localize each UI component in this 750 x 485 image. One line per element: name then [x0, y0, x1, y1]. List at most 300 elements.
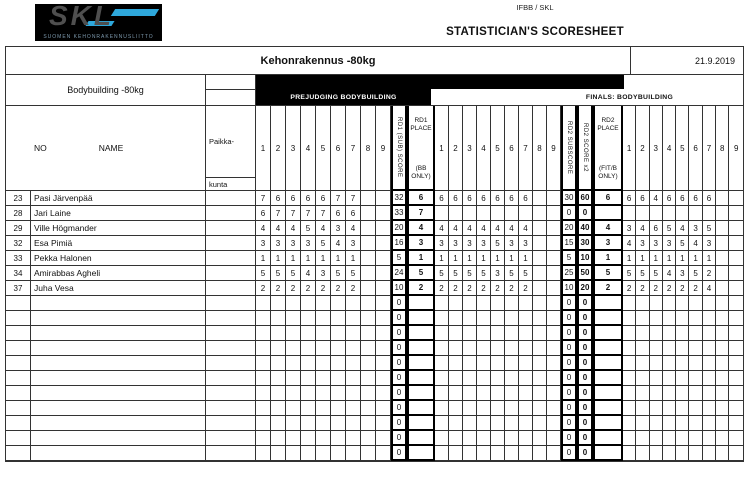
column-header-row [6, 106, 743, 191]
rd2-subscore-cell: 10 [561, 281, 577, 296]
rd2-place-cell [593, 371, 623, 386]
finals-score-cell [716, 221, 729, 236]
prejudging-score-cell [286, 371, 301, 386]
finals-judging-score-cell [463, 326, 477, 341]
prejudging-score-cell [361, 281, 376, 296]
prejudging-score-cell [331, 371, 346, 386]
rd1-place-header-line2: (BB ONLY) [411, 165, 431, 181]
kunta-cell [206, 356, 256, 371]
judge-number-header: 7 [519, 106, 533, 191]
finals-score-cell [703, 431, 716, 446]
rd2-score-x2-cell: 0 [577, 341, 593, 356]
finals-score-cell [676, 446, 689, 461]
finals-score-cell: 3 [650, 236, 663, 251]
finals-score-cell: 4 [623, 236, 636, 251]
finals-score-cell [729, 251, 743, 266]
finals-score-cell [703, 401, 716, 416]
finals-judging-score-cell: 1 [463, 251, 477, 266]
finals-judging-score-cell [435, 446, 449, 461]
finals-score-cell [716, 326, 729, 341]
finals-judging-score-cell [449, 401, 463, 416]
prejudging-score-cell [376, 386, 391, 401]
rd1-subscore-cell: 20 [391, 221, 407, 236]
rd1-place-cell [407, 431, 435, 446]
name-cell [31, 326, 206, 341]
prejudging-score-cell [271, 311, 286, 326]
finals-score-cell [703, 446, 716, 461]
table-row [6, 221, 743, 236]
table-row [6, 416, 743, 431]
prejudging-score-cell: 4 [331, 236, 346, 251]
finals-score-cell [689, 296, 702, 311]
paikka-header: Paikka- [206, 106, 255, 178]
finals-judging-score-cell [505, 341, 519, 356]
finals-score-cell [689, 311, 702, 326]
no-cell: 32 [6, 236, 31, 251]
finals-score-cell [729, 191, 743, 206]
prejudging-score-cell [361, 371, 376, 386]
kunta-cell [206, 251, 256, 266]
finals-score-cell [663, 296, 676, 311]
rd2-subscore-cell: 0 [561, 326, 577, 341]
finals-score-cell [676, 206, 689, 221]
finals-score-cell [623, 446, 636, 461]
finals-score-cell [636, 326, 649, 341]
rd2-subscore-cell: 0 [561, 446, 577, 461]
name-cell [31, 341, 206, 356]
finals-score-cell [703, 311, 716, 326]
finals-score-cell: 5 [663, 221, 676, 236]
paikka-stub-top [206, 75, 255, 90]
rd1-place-cell: 5 [407, 266, 435, 281]
no-cell: 34 [6, 266, 31, 281]
finals-score-cell [729, 311, 743, 326]
finals-judging-score-cell [547, 311, 561, 326]
finals-judging-score-cell: 5 [449, 266, 463, 281]
finals-score-cell: 6 [650, 221, 663, 236]
finals-judging-score-cell [435, 311, 449, 326]
finals-score-cell: 6 [623, 191, 636, 206]
finals-judging-score-cell: 5 [435, 266, 449, 281]
rd2-score-x2-cell: 0 [577, 371, 593, 386]
finals-judging-score-cell: 3 [519, 236, 533, 251]
judge-number-header: 3 [286, 106, 301, 191]
category-label: Bodybuilding -80kg [6, 75, 206, 105]
finals-score-cell [623, 371, 636, 386]
finals-score-cell [676, 431, 689, 446]
finals-judging-score-cell [547, 281, 561, 296]
prejudging-score-cell: 4 [271, 221, 286, 236]
prejudging-score-cell [301, 356, 316, 371]
prejudging-score-cell [316, 341, 331, 356]
finals-score-cell [689, 386, 702, 401]
judge-number-header: 9 [729, 106, 743, 191]
prejudging-score-cell: 1 [301, 251, 316, 266]
prejudging-score-cell: 3 [316, 266, 331, 281]
finals-judging-score-cell [477, 326, 491, 341]
finals-score-cell: 2 [703, 266, 716, 281]
rd2-score-x2-cell: 0 [577, 386, 593, 401]
finals-judging-score-cell [519, 206, 533, 221]
rd2-place-cell [593, 401, 623, 416]
finals-judging-score-cell [491, 431, 505, 446]
finals-score-cell [729, 401, 743, 416]
finals-judging-score-cell: 1 [491, 251, 505, 266]
finals-judging-score-cell [519, 341, 533, 356]
finals-judging-score-cell [533, 341, 547, 356]
kunta-cell [206, 416, 256, 431]
kunta-cell [206, 221, 256, 236]
name-cell: Pasi Järvenpää [31, 191, 206, 206]
finals-score-cell [663, 371, 676, 386]
finals-score-cell [650, 371, 663, 386]
no-cell [6, 416, 31, 431]
finals-judging-score-cell: 4 [491, 221, 505, 236]
finals-score-cell [716, 341, 729, 356]
finals-judging-score-cell [547, 221, 561, 236]
prejudging-score-cell [286, 401, 301, 416]
finals-judging-score-cell [477, 401, 491, 416]
logo-caption: SUOMEN KEHONRAKENNUSLIITTO [43, 34, 154, 40]
finals-score-cell [716, 206, 729, 221]
table-row [6, 446, 743, 461]
prejudging-score-cell [316, 311, 331, 326]
finals-judging-score-cell [505, 386, 519, 401]
prejudging-score-cell [346, 446, 361, 461]
rd2-place-cell [593, 431, 623, 446]
table-row [6, 431, 743, 446]
finals-judging-score-cell [547, 371, 561, 386]
name-cell: Ville Högmander [31, 221, 206, 236]
finals-score-cell: 1 [623, 251, 636, 266]
rd2-score-x2-cell: 0 [577, 401, 593, 416]
name-cell: Esa Pimiä [31, 236, 206, 251]
finals-score-cell [689, 446, 702, 461]
table-row [6, 386, 743, 401]
prejudging-score-cell [286, 386, 301, 401]
finals-judging-score-cell [449, 341, 463, 356]
name-cell [31, 371, 206, 386]
banner-strip-top [256, 75, 743, 89]
finals-score-cell: 2 [663, 281, 676, 296]
org-line: IFBB / SKL [516, 3, 554, 12]
prejudging-score-cell [361, 401, 376, 416]
finals-judging-score-cell [505, 326, 519, 341]
finals-judging-score-cell [519, 311, 533, 326]
rd1-place-cell [407, 446, 435, 461]
prejudging-banner: PREJUDGING BODYBUILDING [256, 89, 431, 105]
rd2-score-x2-cell: 40 [577, 221, 593, 236]
finals-judging-score-cell [533, 386, 547, 401]
finals-judging-score-cell [477, 371, 491, 386]
prejudging-score-cell: 7 [271, 206, 286, 221]
finals-score-cell [650, 401, 663, 416]
finals-judging-score-cell [477, 356, 491, 371]
prejudging-score-cell: 3 [256, 236, 271, 251]
finals-score-cell [716, 371, 729, 386]
event-title: Kehonrakennus -80kg [6, 47, 631, 74]
finals-score-cell [650, 386, 663, 401]
prejudging-score-cell [361, 386, 376, 401]
name-cell [31, 446, 206, 461]
prejudging-score-cell [331, 356, 346, 371]
prejudging-score-cell [271, 356, 286, 371]
finals-score-cell: 2 [636, 281, 649, 296]
prejudging-score-cell: 7 [256, 191, 271, 206]
judge-number-header: 5 [491, 106, 505, 191]
prejudging-score-cell: 5 [286, 266, 301, 281]
table-row [6, 341, 743, 356]
rd2-subscore-cell: 0 [561, 341, 577, 356]
prejudging-score-cell [301, 371, 316, 386]
judge-number-header: 6 [331, 106, 346, 191]
judge-number-header: 2 [271, 106, 286, 191]
finals-score-cell [716, 446, 729, 461]
rd1-place-cell [407, 416, 435, 431]
finals-judging-score-cell [449, 416, 463, 431]
kunta-cell [206, 446, 256, 461]
category-band [6, 75, 743, 106]
finals-score-cell [729, 446, 743, 461]
prejudging-score-cell [256, 401, 271, 416]
finals-judging-score-cell [505, 416, 519, 431]
prejudging-score-cell [331, 386, 346, 401]
finals-score-cell [676, 326, 689, 341]
prejudging-score-cell [331, 401, 346, 416]
finals-judging-score-cell [449, 206, 463, 221]
prejudging-score-cell: 2 [301, 281, 316, 296]
no-cell [6, 356, 31, 371]
finals-judging-score-cell: 5 [519, 266, 533, 281]
rd2-subscore-cell: 0 [561, 431, 577, 446]
finals-judging-score-cell [547, 206, 561, 221]
finals-judging-score-cell: 4 [505, 221, 519, 236]
judging-banners [256, 75, 743, 105]
finals-judging-score-cell [435, 206, 449, 221]
paikka-header-cell [206, 106, 256, 191]
judge-number-header: 5 [676, 106, 689, 191]
finals-score-cell [636, 431, 649, 446]
prejudging-score-cell [361, 296, 376, 311]
rd2-subscore-header [561, 106, 577, 191]
finals-judging-score-cell [435, 431, 449, 446]
prejudging-score-cell [376, 206, 391, 221]
finals-score-cell: 4 [636, 221, 649, 236]
prejudging-score-cell [361, 311, 376, 326]
finals-score-cell [650, 341, 663, 356]
name-header: NAME [98, 143, 124, 153]
event-date: 21.9.2019 [694, 55, 735, 66]
finals-score-cell [703, 386, 716, 401]
finals-score-cell [636, 386, 649, 401]
black-band [256, 75, 624, 89]
rd2-score-x2-cell: 0 [577, 446, 593, 461]
prejudging-score-cell [361, 266, 376, 281]
finals-score-cell: 4 [663, 266, 676, 281]
finals-judging-score-cell: 2 [519, 281, 533, 296]
rd1-place-cell: 3 [407, 236, 435, 251]
rd1-place-cell [407, 371, 435, 386]
rd1-place-header [407, 106, 435, 191]
no-cell [6, 326, 31, 341]
finals-score-cell: 3 [636, 236, 649, 251]
finals-judging-score-cell [491, 401, 505, 416]
prejudging-score-cell: 4 [346, 221, 361, 236]
rd2-score-x2-cell: 0 [577, 356, 593, 371]
finals-judging-score-cell: 4 [477, 221, 491, 236]
prejudging-score-cell [271, 341, 286, 356]
finals-judging-score-cell [449, 326, 463, 341]
finals-judging-score-cell [463, 371, 477, 386]
rd1-subscore-cell: 0 [391, 416, 407, 431]
rd1-place-cell [407, 311, 435, 326]
prejudging-score-cell [316, 371, 331, 386]
rd1-subscore-cell: 0 [391, 326, 407, 341]
rd2-place-cell [593, 386, 623, 401]
prejudging-score-cell [256, 446, 271, 461]
finals-score-cell [703, 326, 716, 341]
finals-judging-score-cell [477, 296, 491, 311]
prejudging-score-cell [256, 371, 271, 386]
finals-judging-score-cell: 1 [435, 251, 449, 266]
prejudging-score-cell [256, 431, 271, 446]
finals-judging-score-cell [519, 356, 533, 371]
finals-judging-score-cell [435, 386, 449, 401]
finals-score-cell [689, 401, 702, 416]
prejudging-score-cell [301, 416, 316, 431]
rd2-place-cell: 4 [593, 221, 623, 236]
finals-judging-score-cell [491, 416, 505, 431]
finals-judging-score-cell [435, 326, 449, 341]
prejudging-score-cell [346, 326, 361, 341]
finals-score-cell [650, 446, 663, 461]
rd1-place-cell: 2 [407, 281, 435, 296]
prejudging-score-cell: 4 [256, 221, 271, 236]
finals-judging-score-cell [477, 311, 491, 326]
judge-number-header: 6 [689, 106, 702, 191]
finals-judging-score-cell [547, 296, 561, 311]
table-row [6, 356, 743, 371]
no-cell [6, 341, 31, 356]
no-cell: 37 [6, 281, 31, 296]
prejudging-score-cell [256, 416, 271, 431]
finals-score-cell [689, 326, 702, 341]
judge-number-header: 4 [301, 106, 316, 191]
prejudging-score-cell [376, 401, 391, 416]
finals-judging-score-cell [519, 371, 533, 386]
finals-judging-score-cell: 6 [519, 191, 533, 206]
judge-number-header: 3 [463, 106, 477, 191]
finals-score-cell [716, 251, 729, 266]
rd2-score-x2-cell: 0 [577, 311, 593, 326]
kunta-cell [206, 401, 256, 416]
finals-score-cell [716, 401, 729, 416]
finals-score-cell [623, 386, 636, 401]
finals-score-cell [663, 416, 676, 431]
finals-score-cell [650, 326, 663, 341]
rd1-subscore-cell: 0 [391, 431, 407, 446]
finals-judging-score-cell [463, 311, 477, 326]
finals-judging-score-cell: 6 [435, 191, 449, 206]
finals-score-cell [729, 386, 743, 401]
finals-score-cell: 4 [689, 236, 702, 251]
finals-score-cell: 1 [676, 251, 689, 266]
prejudging-score-cell [346, 311, 361, 326]
name-cell [31, 356, 206, 371]
finals-judging-score-cell [491, 386, 505, 401]
finals-score-cell [716, 281, 729, 296]
rd1-subscore-cell: 0 [391, 296, 407, 311]
prejudging-score-cell: 1 [331, 251, 346, 266]
prejudging-score-cell [316, 356, 331, 371]
rd2-place-cell [593, 416, 623, 431]
finals-score-cell [623, 326, 636, 341]
prejudging-score-cell: 3 [301, 236, 316, 251]
kunta-header: kunta [209, 179, 228, 189]
finals-score-cell [636, 416, 649, 431]
finals-judging-score-cell [477, 431, 491, 446]
rd2-place-cell [593, 356, 623, 371]
prejudging-score-cell [301, 311, 316, 326]
prejudging-score-cell [286, 356, 301, 371]
judge-number-header: 7 [346, 106, 361, 191]
finals-judging-score-cell [533, 416, 547, 431]
finals-judging-score-cell: 2 [449, 281, 463, 296]
finals-judging-score-cell [519, 296, 533, 311]
prejudging-score-cell [271, 416, 286, 431]
kunta-cell [206, 266, 256, 281]
judge-number-header: 1 [623, 106, 636, 191]
name-cell [31, 401, 206, 416]
rd2-place-cell [593, 296, 623, 311]
finals-judging-score-cell [491, 326, 505, 341]
prejudging-score-cell: 2 [271, 281, 286, 296]
title-row [6, 47, 743, 75]
table-row [6, 326, 743, 341]
judge-number-header: 8 [716, 106, 729, 191]
finals-judging-score-cell [491, 341, 505, 356]
prejudging-score-cell: 2 [331, 281, 346, 296]
prejudging-score-cell: 4 [301, 266, 316, 281]
judge-number-header: 2 [449, 106, 463, 191]
rd1-subscore-cell: 32 [391, 191, 407, 206]
finals-judging-score-cell [491, 296, 505, 311]
prejudging-score-cell [301, 341, 316, 356]
finals-judging-score-cell: 2 [477, 281, 491, 296]
finals-judging-score-cell: 4 [435, 221, 449, 236]
scoresheet-table [5, 46, 744, 462]
finals-score-cell: 3 [663, 236, 676, 251]
kunta-cell [206, 191, 256, 206]
prejudging-score-cell [361, 341, 376, 356]
finals-score-cell: 6 [703, 191, 716, 206]
prejudging-score-cell: 1 [286, 251, 301, 266]
rd2-place-header-line1: RD2 PLACE [597, 117, 619, 132]
finals-score-cell: 5 [703, 221, 716, 236]
rd1-subscore-cell: 0 [391, 311, 407, 326]
prejudging-score-cell [301, 326, 316, 341]
finals-judging-score-cell: 6 [477, 191, 491, 206]
finals-score-cell [729, 431, 743, 446]
kunta-cell [206, 431, 256, 446]
rd1-place-cell [407, 401, 435, 416]
finals-judging-score-cell: 1 [519, 251, 533, 266]
finals-judging-score-cell [477, 446, 491, 461]
finals-score-cell [663, 311, 676, 326]
rd2-place-cell: 2 [593, 281, 623, 296]
rd2-subscore-cell: 0 [561, 206, 577, 221]
prejudging-score-cell: 5 [271, 266, 286, 281]
